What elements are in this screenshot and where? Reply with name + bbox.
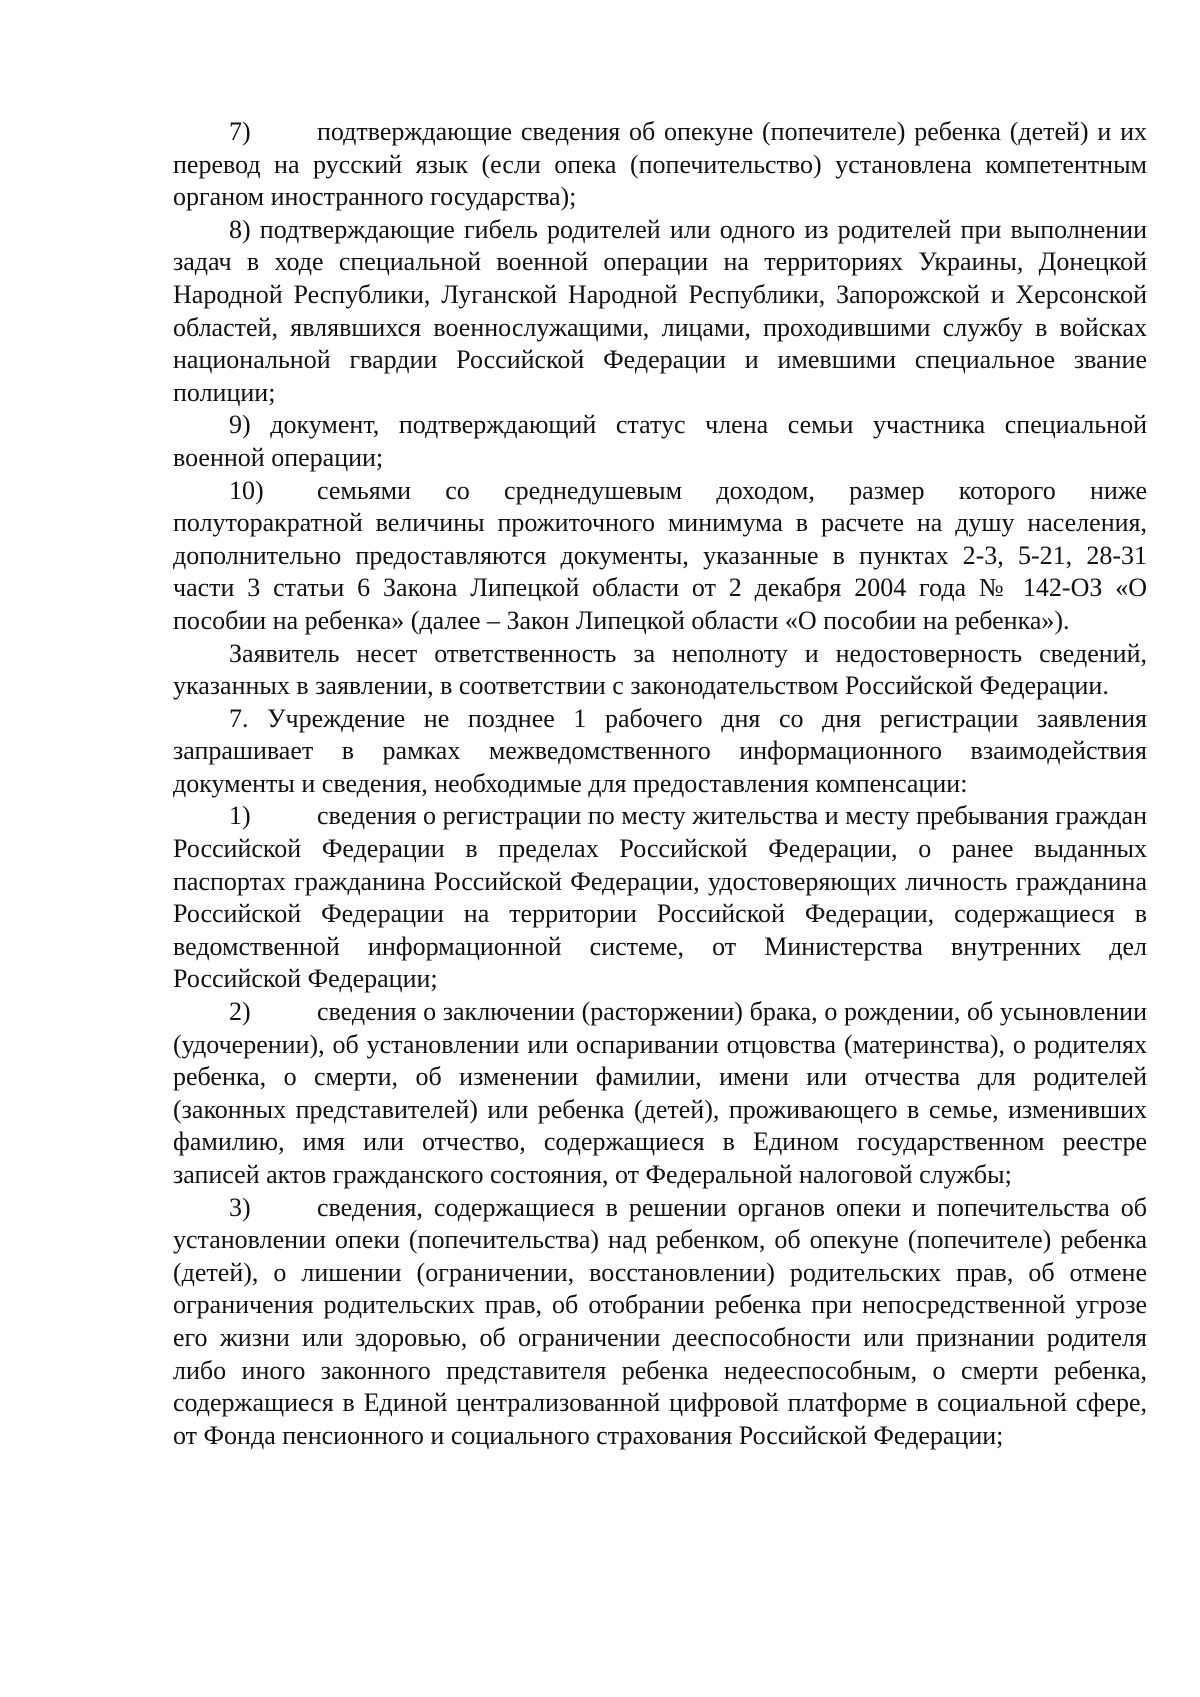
document-page [173, 116, 1147, 1452]
paragraph-text: 7. Учреждение не позднее 1 рабочего дня со дня регистрации заявления запрашивает в рамках межведомственного информационного взаимодействия документы и сведения, необходимые для предоставления компенсации: [173, 703, 1147, 798]
item-number: 1) [229, 801, 251, 831]
list-item [173, 116, 1147, 214]
paragraph [173, 638, 1147, 703]
paragraph [173, 703, 1147, 801]
list-item [173, 409, 1147, 474]
item-text: сведения о регистрации по месту жительства и месту пребывания граждан Российской Федерации в пределах Российской Федерации, о ранее выданных паспортах гражданина Российской Федерации, удостоверяющих личность гражданина Российской Федерации на территории Российской Федерации, содержащиеся в ведомственной информационной системе, от Министерства внутренних дел Российской Федерации; [173, 801, 1147, 994]
item-text: сведения, содержащиеся в решении органов опеки и попечительства об установлении опеки (попечительства) над ребенком, об опекуне (попечителе) ребенка (детей), о лишении (ограничении, восстановлении) родительских прав, об отмене ограничения родительских прав, об отобрании ребенка при непосредственной угрозе его жизни или здоровью, об ограничении дееспособности или признании родителя либо иного законного представителя ребенка недееспособным, о смерти ребенка, содержащиеся в Единой централизованной цифровой платформе в социальной сфере, от Фонда пенсионного и социального страхования Российской Федерации; [173, 1192, 1147, 1450]
list-item [173, 800, 1147, 996]
item-text: 9) документ, подтверждающий статус члена семьи участника специальной военной операции; [173, 410, 1147, 472]
item-number: 2) [229, 997, 251, 1027]
item-text: семьями со среднедушевым доходом, размер которого ниже полуторакратной величины прожиточного минимума в расчете на душу населения, дополнительно предоставляются документы, указанные в пунктах 2-3, 5-21, 28-31 части 3 статьи 6 Закона Липецкой области от 2 декабря 2004 года № 142-ОЗ «О пособии на ребенка» (далее – Закон Липецкой области «О пособии на ребенка»). [173, 475, 1147, 635]
item-number: 3) [229, 1192, 251, 1222]
item-text: подтверждающие сведения об опекуне (попечителе) ребенка (детей) и их перевод на русский язык (если опека (попечительство) установлена компетентным органом иностранного государства); [173, 117, 1147, 212]
list-item [173, 214, 1147, 410]
list-item [173, 475, 1147, 638]
item-text: 8) подтверждающие гибель родителей или одного из родителей при выполнении задач в ходе специальной военной операции на территориях Украины, Донецкой Народной Республики, Луганской Народной Республики, Запорожской и Херсонской областей, являвшихся военнослужащими, лицами, проходившими службу в войсках национальной гвардии Российской Федерации и имевшими специальное звание полиции; [173, 214, 1147, 407]
item-text: сведения о заключении (расторжении) брака, о рождении, об усыновлении (удочерении), об установлении или оспаривании отцовства (материнства), о родителях ребенка, о смерти, об изменении фамилии, имени или отчества для родителей (законных представителей) или ребенка (детей), проживающего в семье, изменивших фамилию, имя или отчество, содержащиеся в Едином государственном реестре записей актов гражданского состояния, от Федеральной налоговой службы; [173, 997, 1147, 1189]
list-item [173, 1192, 1147, 1453]
list-item [173, 996, 1147, 1192]
item-number: 10) [229, 475, 264, 505]
paragraph-text: Заявитель несет ответственность за неполноту и недостоверность сведений, указанных в заявлении, в соответствии с законодательством Российской Федерации. [173, 638, 1147, 701]
item-number: 7) [229, 117, 251, 146]
